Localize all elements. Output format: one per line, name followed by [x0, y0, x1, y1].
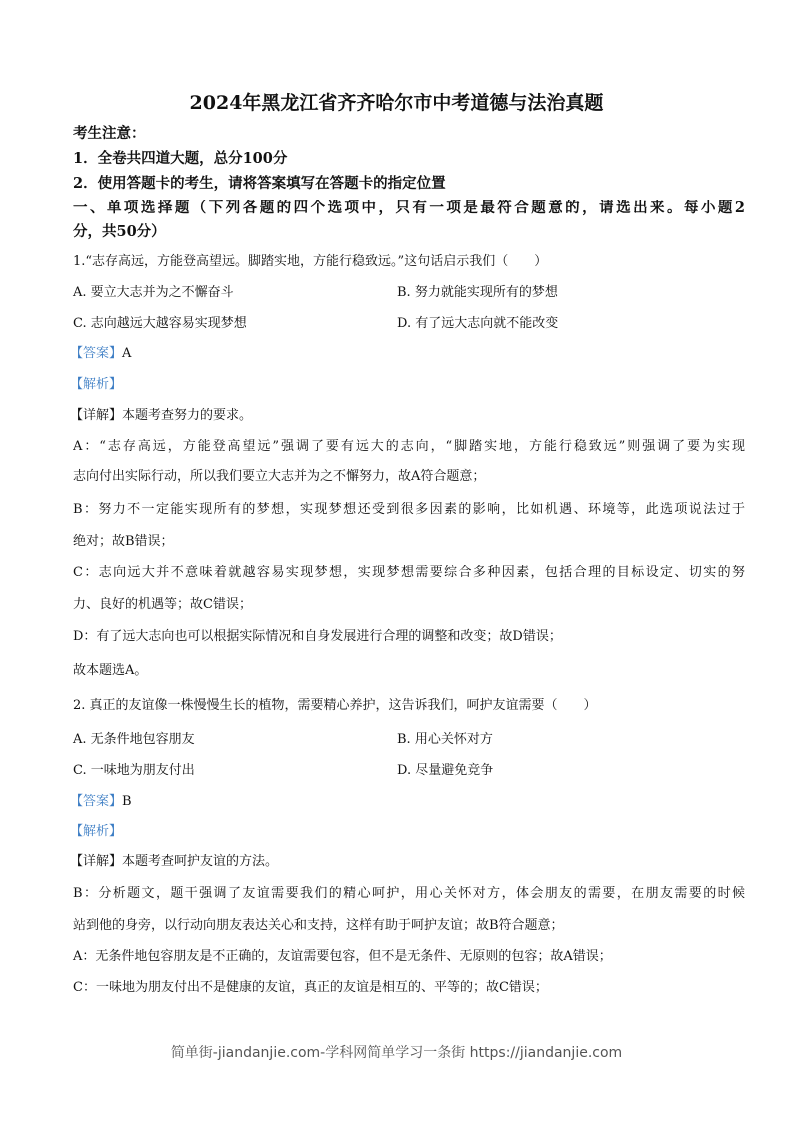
detail-label: 【详解】: [70, 408, 123, 423]
q2-option-d: D. 尽量避免竞争: [397, 763, 494, 778]
q2-option-c: C. 一味地为朋友付出: [73, 763, 195, 778]
q1-conclusion: 故本题选A。: [73, 663, 148, 678]
q2-option-a: A. 无条件地包容朋友: [73, 732, 195, 747]
footer-watermark: 简单街-jiandanjie.com-学科网简单学习一条街 https://jiandanjie.com: [170, 1045, 623, 1061]
q2-option-b: B. 用心关怀对方: [397, 732, 493, 747]
q1-explanation-line: D：有了远大志向也可以根据实际情况和自身发展进行合理的调整和改变；故D错误；: [73, 629, 562, 644]
q2-answer: [70, 794, 132, 810]
answer-label: 【答案】: [70, 346, 123, 361]
section-heading-cont: 分，共50分）: [73, 223, 166, 240]
question-1-stem: 1.“志存高远，方能登高望远。脚踏实地，方能行稳致远。”这句话启示我们（ ）: [73, 254, 548, 269]
q1-option-b: B. 努力就能实现所有的梦想: [397, 285, 558, 300]
q2-analysis-label: 【解析】: [70, 824, 123, 839]
notice-item: 2．使用答题卡的考生，请将答案填写在答题卡的指定位置: [73, 175, 446, 192]
answer-value: A: [122, 346, 132, 361]
notice-heading: 考生注意：: [73, 125, 146, 142]
q1-answer: [70, 346, 131, 362]
answer-label: 【答案】: [70, 794, 123, 809]
notice-item: 1．全卷共四道大题，总分100分: [73, 150, 288, 167]
detail-text: 本题考查努力的要求。: [122, 408, 253, 423]
question-2-stem: 2. 真正的友谊像一株慢慢生长的植物，需要精心养护，这告诉我们，呵护友谊需要（ ）: [73, 698, 597, 713]
q1-explanation-line: 力、良好的机遇等；故C错误；: [73, 597, 252, 612]
q1-option-c: C. 志向越远大越容易实现梦想: [73, 316, 247, 331]
q1-detail: [70, 408, 252, 424]
page-title: 2024年黑龙江省齐齐哈尔市中考道德与法治真题: [189, 92, 604, 114]
q2-explanation-line: C：一味地为朋友付出不是健康的友谊，真正的友谊是相互的、平等的；故C错误；: [73, 980, 548, 995]
q1-explanation-line: B：努力不一定能实现所有的梦想，实现梦想还受到很多因素的影响，比如机遇、环境等，此选项说法过于: [73, 502, 745, 517]
q1-option-a: A. 要立大志并为之不懈奋斗: [73, 285, 234, 300]
q1-option-d: D. 有了远大志向就不能改变: [397, 316, 559, 331]
q2-detail: [70, 854, 278, 870]
q2-explanation-line: B：分析题文，题干强调了友谊需要我们的精心呵护，用心关怀对方，体会朋友的需要，在朋友需要的时候: [73, 886, 745, 901]
q1-explanation-line: A：“志存高远，方能登高望远”强调了要有远大的志向，“脚踏实地，方能行稳致远”则强调了要为实现: [73, 439, 745, 454]
answer-value: B: [122, 794, 132, 809]
section-heading: 一、单项选择题（下列各题的四个选项中，只有一项是最符合题意的，请选出来。每小题2: [73, 200, 745, 216]
q2-explanation-line: A：无条件地包容朋友是不正确的，友谊需要包容，但不是无条件、无原则的包容；故A错误；: [73, 949, 612, 964]
detail-text: 本题考查呵护友谊的方法。: [122, 854, 279, 869]
detail-label: 【详解】: [70, 854, 123, 869]
q1-explanation-line: 志向付出实际行动，所以我们要立大志并为之不懈努力，故A符合题意；: [73, 469, 486, 484]
q1-analysis-label: 【解析】: [70, 377, 123, 392]
q2-explanation-line: 站到他的身旁，以行动向朋友表达关心和支持，这样有助于呵护友谊；故B符合题意；: [73, 918, 564, 933]
q1-explanation-line: 绝对；故B错误；: [73, 534, 174, 549]
q1-explanation-line: C：志向远大并不意味着就越容易实现梦想，实现梦想需要综合多种因素，包括合理的目标设定、切实的努: [73, 565, 745, 580]
